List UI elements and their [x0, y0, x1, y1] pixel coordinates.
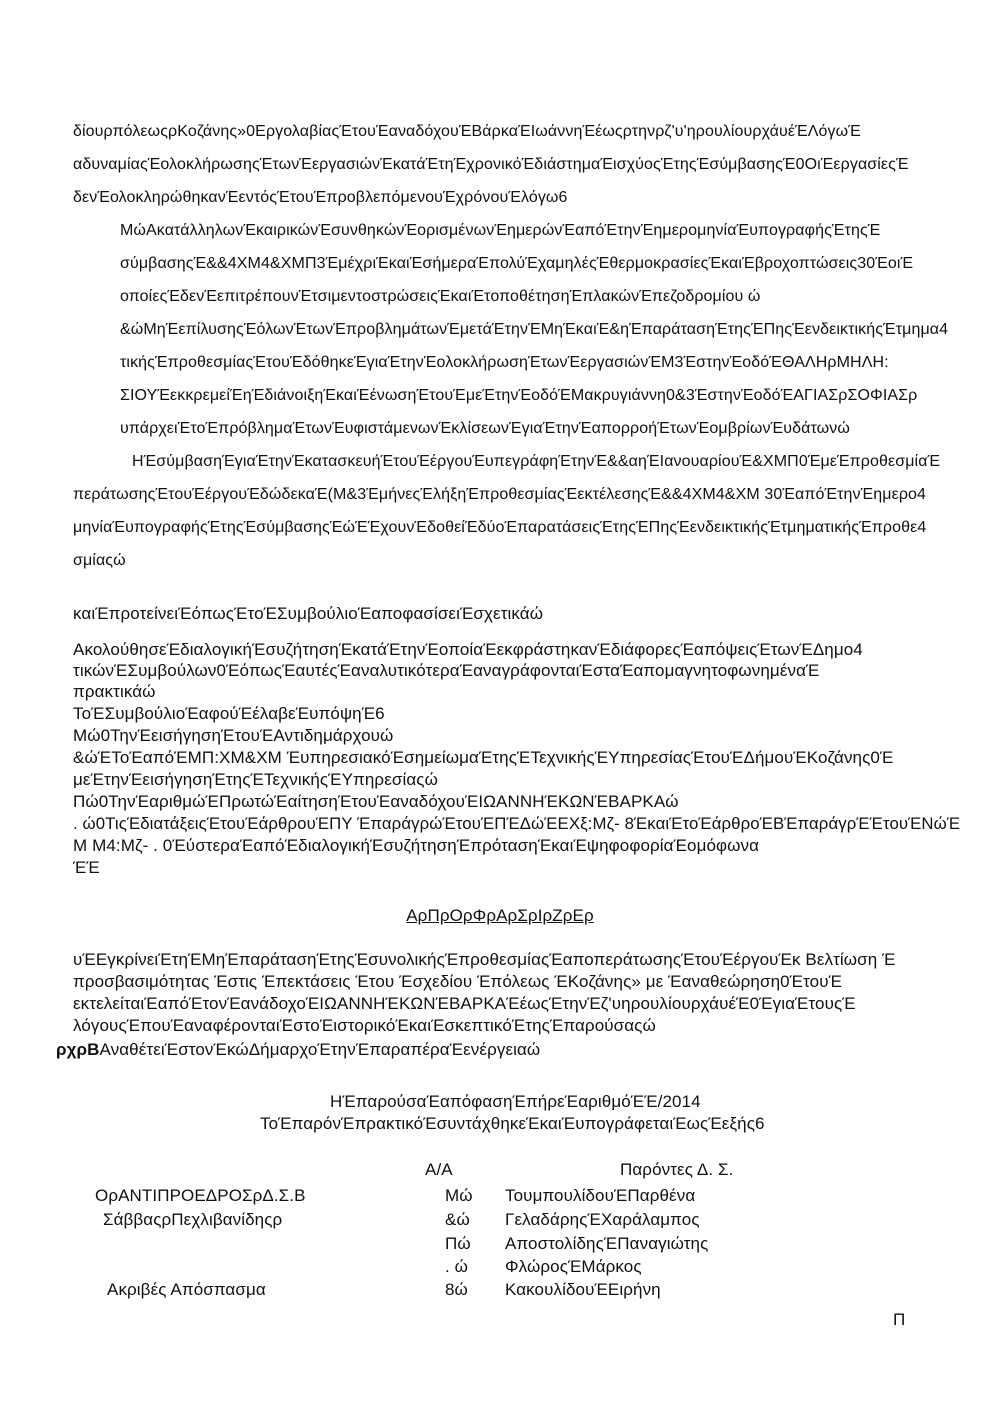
paragraph2-line-6: ΣΙΟΥΈεκκρεμείΈηΈδιάνοιξηΈκαιΈένωσηΈτουΈμεΈτηνΈοδόΈΜακρυγιάννη0&3ΈστηνΈοδόΈΑΓΙΑΣρΣΟΦΙΑΣρ [120, 387, 918, 404]
paragraph2-line-7: υπάρχειΈτοΈπρόβλημαΈτωνΈυφιστάμενωνΈκλίσεωνΈγιαΈτηνΈαπορροήΈτωνΈομβρίωνΈυδάτωνώ [120, 420, 850, 437]
paragraph1-line-3: δενΈολοκληρώθηκανΈεντόςΈτουΈπροβλεπόμενουΈχρόνουΈλόγω6 [73, 189, 568, 206]
signed-line: ΤοΈπαρόνΈπρακτικόΈσυντάχθηκεΈκαιΈυπογράφεταιΈωςΈεξής6 [260, 1114, 765, 1133]
discussion-line-6: &ώΈΤοΈαπόΈΜΠ:ΧΜ&ΧΜ ΈυπηρεσιακόΈσημείωμαΈτηςΈΤεχνικήςΈΥπηρεσίαςΈτουΈΔήμουΈΚοζάνης0Έ [73, 748, 894, 767]
proposal-line: καιΈπροτείνειΈόπωςΈτοΈΣυμβούλιοΈαποφασίσειΈσχετικάώ [73, 604, 544, 623]
discussion-line-5: Μώ0ΤηνΈεισήγησηΈτουΈΑντιδημάρχουώ [73, 726, 394, 745]
paragraph2-line-1: ΜώΑκατάλληλωνΈκαιρικώνΈσυνθηκώνΈορισμένωνΈημερώνΈαπόΈτηνΈημερομηνίαΈυπογραφήςΈτηςΈ [120, 222, 881, 239]
paragraph2-line-3: οποίεςΈδενΈεπιτρέπουνΈτσιμεντοστρώσειςΈκαιΈτοποθέτησηΈπλακώνΈπεζοδρομίου ώ [120, 288, 761, 305]
paragraph3-line-4: σμίαςώ [73, 552, 126, 569]
discussion-line-7: μεΈτηνΈεισήγησηΈτηςΈΤεχνικήςΈΥπηρεσίαςώ [73, 770, 438, 789]
decision-title: ΑρΠρΟρΦρΑρΣρΙρΖρΕρ [406, 906, 594, 925]
decision-line-3: εκτελείταιΈαπόΈτονΈανάδοχοΈΙΩΑΝΝΗΈΚΩΝΈΒΑΡΚΑΈέωςΈτηνΈζ'υηρουλίουρχάυέΈ0ΈγιαΈτουςΈ [73, 994, 856, 1013]
decision-item2-text: ΑναθέτειΈστονΈκώΔήμαρχοΈτηνΈπαραπέραΈενέργειαώ [99, 1040, 541, 1059]
discussion-line-4: ΤοΈΣυμβούλιοΈαφούΈέλαβεΈυπόψηΈ6 [73, 704, 385, 723]
index-header: Α/Α [425, 1160, 453, 1179]
discussion-line-9: . ώ0ΤιςΈδιατάξειςΈτουΈάρθρουΈΠΥ ΈπαράγρώΈτουΈΠΈΔώΈΕΧξ:Μζ- 8ΈκαιΈτοΈάρθροΈΒΈπαράγρΈΈτουΈΝώΈ [73, 814, 961, 833]
paragraph2-line-4: &ώΜηΈεπίλυσηςΈόλωνΈτωνΈπροβλημάτωνΈμετάΈτηνΈΜηΈκαιΈ&ηΈπαράτασηΈτηςΈΠηςΈενδεικτικήςΈτμημα4 [120, 321, 949, 338]
paragraph2-line-5: τικήςΈπροθεσμίαςΈτουΈδόθηκεΈγιαΈτηνΈολοκλήρωσηΈτωνΈεργασιώνΈΜ3ΈστηνΈοδόΈΘΑΛΗρΜΗΛΗ: [120, 354, 889, 371]
paragraph2-line-2: σύμβασηςΈ&&4ΧΜ4&ΧΜΠ3ΈμέχριΈκαιΈσήμεραΈπολύΈχαμηλέςΈθερμοκρασίεςΈκαιΈβροχοπτώσεις30ΈοιΈ [120, 255, 914, 272]
paragraph3-line-2: περάτωσηςΈτουΈέργουΈδώδεκαΈ(Μ&3ΈμήνεςΈλήξηΈπροθεσμίαςΈεκτέλεσηςΈ&&4ΧΜ4&ΧΜ 30ΈαπόΈτηνΈημερο4 [73, 486, 927, 503]
member-name: ΑποστολίδηςΈΠαναγιώτης [505, 1234, 709, 1253]
member-number: &ώ [445, 1210, 470, 1229]
member-name: ΤουμπουλίδουΈΠαρθένα [505, 1186, 696, 1205]
present-header: Παρόντες Δ. Σ. [620, 1160, 734, 1179]
discussion-line-8: Πώ0ΤηνΈαριθμώΈΠρωτώΈαίτησηΈτουΈαναδόχουΈΙΩΑΝΝΗΈΚΩΝΈΒΑΡΚΑώ [73, 792, 679, 811]
discussion-line-2: τικώνΈΣυμβούλων0ΈόπωςΈαυτέςΈαναλυτικότεραΈαναγράφονταιΈσταΈαπομαγνητοφωνημέναΈ [73, 661, 820, 680]
discussion-line-3: πρακτικάώ [73, 682, 156, 701]
decision-number-line: ΗΈπαρούσαΈαπόφασηΈπήρεΈαριθμόΈΈ/2014 [330, 1092, 701, 1111]
vice-president-name: ΣάββαςρΠεχλιβανίδηςρ [103, 1210, 283, 1229]
paragraph3-line-3: μηνίαΈυπογραφήςΈτηςΈσύμβασηςΈώΈΈχουνΈδοθείΈδύοΈπαρατάσειςΈτηςΈΠηςΈενδεικτικήςΈτμηματικήςΈπροθε4 [73, 519, 927, 536]
vice-president-role: ΟρΑΝΤΙΠΡΟΕΔΡΟΣρΔ.Σ.Β [95, 1186, 306, 1205]
member-name: ΚακουλίδουΈΕιρήνη [505, 1280, 661, 1299]
member-number: Πώ [445, 1234, 471, 1253]
decision-line-2: προσβασιμότητας Έστις Έπεκτάσεις Έτου Έσχεδίου Έπόλεως ΈΚοζάνης» με Έαναθεώρηση0ΈτουΈ [73, 972, 843, 991]
paragraph1-line-1: δίουρπόλεωςρΚοζάνης»0ΕργολαβίαςΈτουΈαναδόχουΈΒάρκαΈΙωάννηΈέωςρτηνρζ'υ'ηρουλίουρχάυέΈΛόγωΈ [73, 123, 861, 140]
paragraph3-line-1: ΗΈσύμβασηΈγιαΈτηνΈκατασκευήΈτουΈέργουΈυπεγράφηΈτηνΈ&&αηΈΙανουαρίουΈ&ΧΜΠ0ΈμεΈπροθεσμίαΈ [132, 453, 941, 470]
paragraph1-line-2: αδυναμίαςΈολοκλήρωσηςΈτωνΈεργασιώνΈκατάΈτηΈχρονικόΈδιάστημαΈισχύοςΈτηςΈσύμβασηςΈ0ΟιΈεργασίεςΈ [73, 156, 909, 173]
member-number: 8ώ [445, 1280, 468, 1299]
member-number: . ώ [445, 1257, 469, 1276]
decision-item2-label: ρχρΒ [56, 1040, 100, 1059]
member-number: Μώ [445, 1186, 473, 1205]
page-number: Π [893, 1310, 906, 1329]
decision-item2 [56, 1040, 540, 1060]
discussion-line-10: Μ Μ4:Μζ- . 0ΈύστεραΈαπόΈδιαλογικήΈσυζήτησηΈπρότασηΈκαιΈψηφοφορίαΈομόφωνα [73, 836, 760, 855]
member-name: ΦλώροςΈΜάρκος [505, 1257, 642, 1276]
exact-copy-label: Ακριβές Απόσπασμα [107, 1280, 266, 1299]
decision-line-4: λόγουςΈπουΈαναφέρονταιΈστοΈιστορικόΈκαιΈσκεπτικόΈτηςΈπαρούσαςώ [73, 1016, 656, 1035]
member-name: ΓελαδάρηςΈΧαράλαμπος [505, 1210, 700, 1229]
discussion-line-11: ΈΈ [73, 858, 100, 877]
discussion-line-1: ΑκολούθησεΈδιαλογικήΈσυζήτησηΈκατάΈτηνΈοποίαΈεκφράστηκανΈδιάφορεςΈαπόψειςΈτωνΈΔημο4 [73, 640, 863, 659]
decision-line-1: υΈΕγκρίνειΈτηΈΜηΈπαράτασηΈτηςΈσυνολικήςΈπροθεσμίαςΈαποπεράτωσηςΈτουΈέργουΈκ Βελτίωση Έ [73, 950, 896, 969]
